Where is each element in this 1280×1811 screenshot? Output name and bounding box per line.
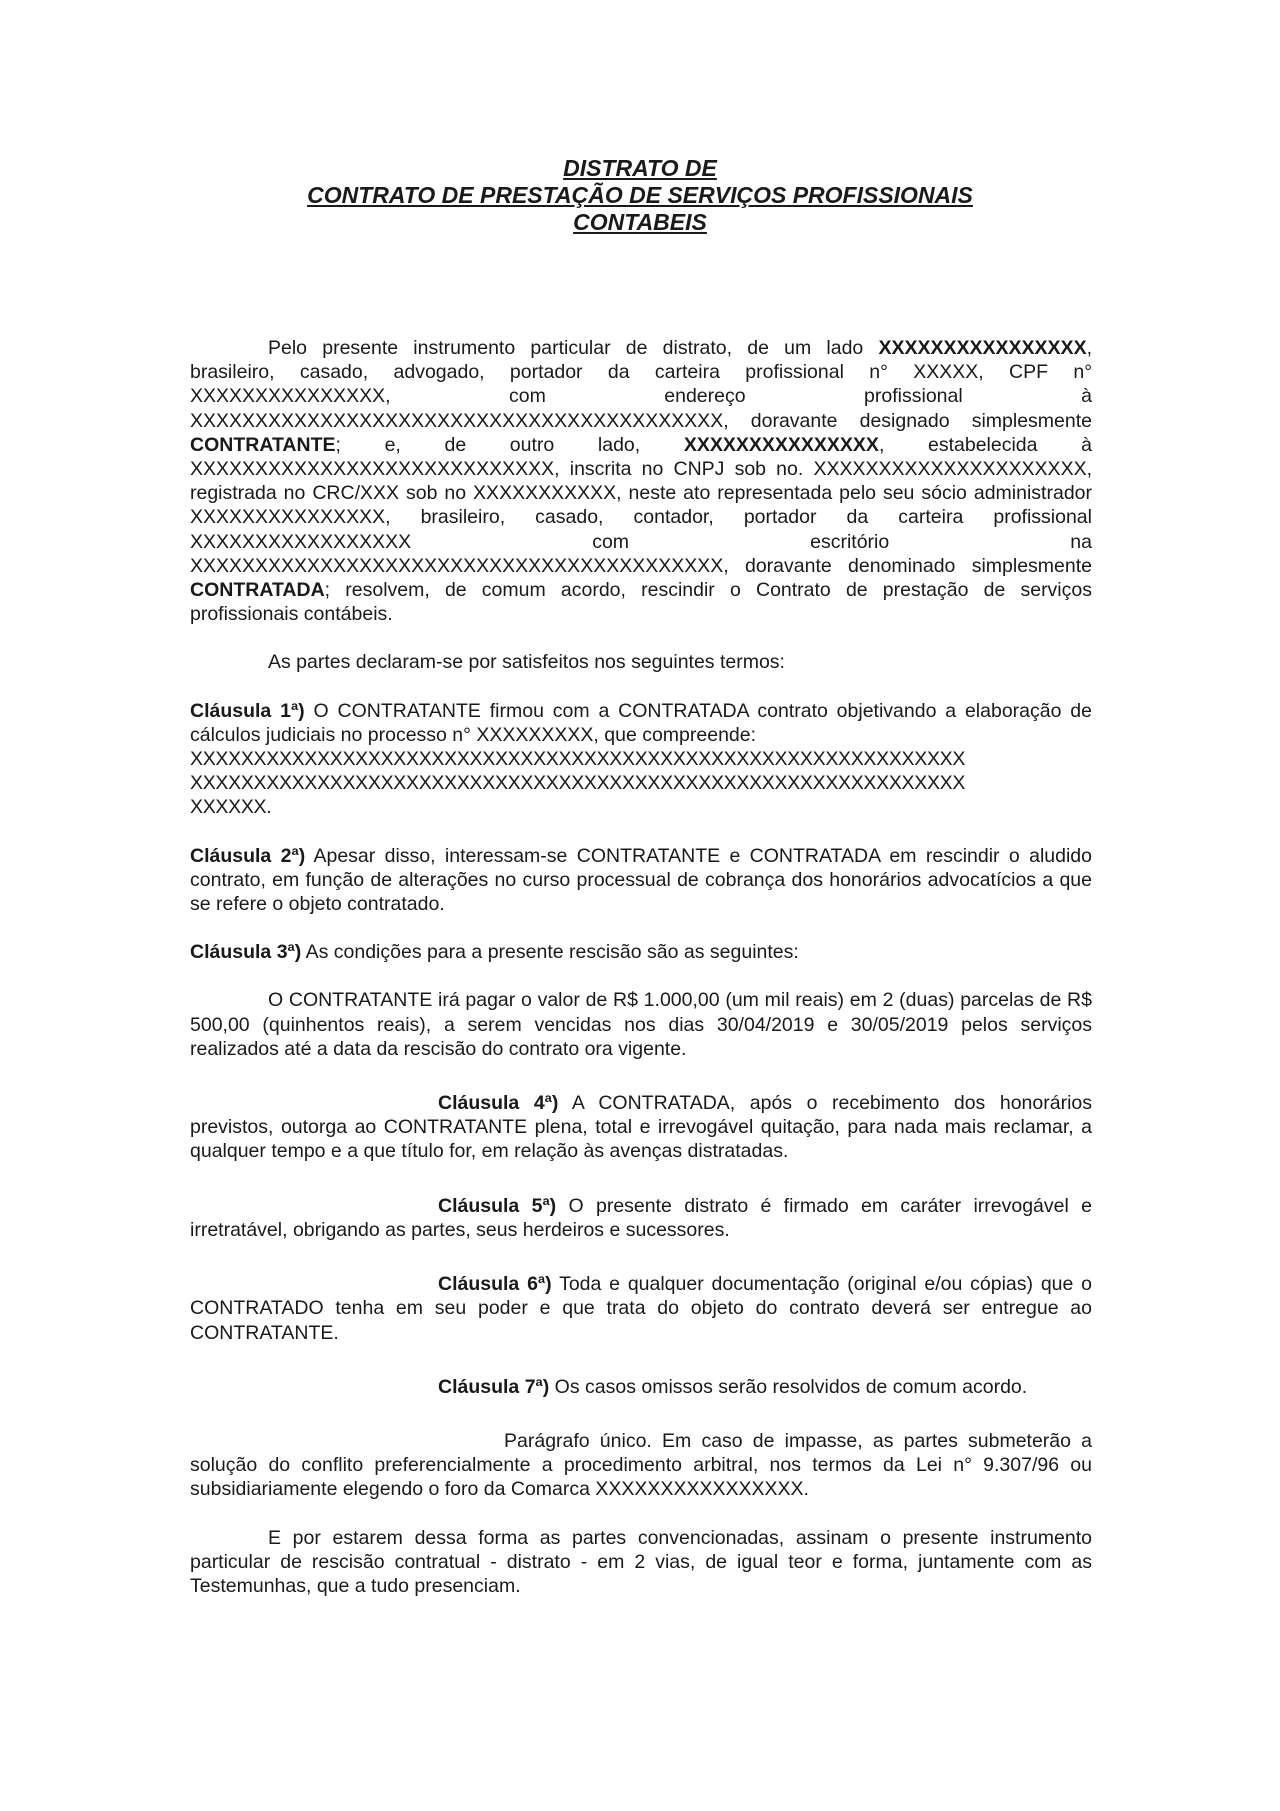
intro-text: Pelo presente instrumento particular de distrato, de um lado [268, 337, 879, 359]
clause-6-label: Cláusula 6ª) [438, 1273, 552, 1296]
clause-5-label: Cláusula 5ª) [438, 1194, 557, 1217]
clause-6-text: Toda e qualquer documentação (original e/ou cópias) que o CONTRATADO tenha em seu poder e que trata do objeto do contrato deverá ser entregue ao CONTRATANTE. [190, 1273, 1092, 1344]
clause-5 [190, 1194, 1092, 1242]
party-contratante-name: XXXXXXXXXXXXXXXX [878, 337, 1087, 359]
intro-paragraph [190, 336, 1092, 626]
title-line-1: DISTRATO DE [563, 155, 717, 181]
intro-text: ; resolvem, de comum acordo, rescindir o Contrato de prestação de serviços profissionais contábeis. [190, 579, 1092, 626]
intro-text: , estabelecida à XXXXXXXXXXXXXXXXXXXXXXXXXXXX, inscrita no CNPJ sob no. XXXXXXXXXXXXXXXXXXXXX, registrada no CRC/XXX sob no XXXXXXXXXXX, neste ato representada pelo seu sócio administrador XXXXXXXXXXXXXXX, brasileiro, casado, contador, portador da carteira profissional XXXXXXXXXXXXXXXXX com escritório na XXXXXXXXXXXXXXXXXXXXXXXXXXXXXXXXXXXXXXXXX, doravante denominado simplesmente [190, 433, 1092, 577]
clause-2-text: Apesar disso, interessam-se CONTRATANTE e CONTRATADA em rescindir o aludido contrato, em função de alterações no curso processual de cobrança dos honorários advocatícios a que se refere o objeto contratado. [190, 844, 1092, 916]
paragraph-unico: Parágrafo único. Em caso de impasse, as partes submeterão a solução do conflito preferencialmente a procedimento arbitral, nos termos da Lei n° 9.307/96 ou subsidiariamente elegendo o foro da Comarca XXXXXXXXXXXXXXXX. [190, 1429, 1092, 1501]
clause-3-label: Cláusula 3ª) [190, 941, 302, 964]
clause-6 [190, 1272, 1092, 1345]
clause-1-text: O CONTRATANTE firmou com a CONTRATADA contrato objetivando a elaboração de cálculos judiciais no processo n° XXXXXXXXX, que compreende: [190, 699, 1092, 746]
clause-4-text: A CONTRATADA, após o recebimento dos honorários previstos, outorga ao CONTRATANTE plena, total e irrevogável quitação, para nada mais reclamar, a qualquer tempo e a que título for, em relação às avenças distratadas. [190, 1092, 1092, 1163]
intro-text: ; e, de outro lado, [335, 433, 684, 456]
clause-4-label: Cláusula 4ª) [438, 1092, 559, 1115]
clause-1-label: Cláusula 1ª) [190, 699, 305, 722]
clause-3-text: As condições para a presente rescisão são as seguintes: [301, 941, 799, 964]
clause-5-text: O presente distrato é firmado em caráter irrevogável e irretratável, obrigando as partes, seus herdeiros e sucessores. [190, 1194, 1092, 1241]
document-title [0, 155, 1280, 236]
role-contratante: CONTRATANTE [190, 433, 336, 456]
clause-2 [190, 844, 1092, 917]
clause-4 [190, 1091, 1092, 1164]
clause-7 [190, 1375, 1092, 1399]
document-body [190, 336, 1092, 1598]
clause-7-label: Cláusula 7ª) [438, 1375, 550, 1398]
clause-2-label: Cláusula 2ª) [190, 844, 306, 867]
role-contratada: CONTRATADA [190, 579, 325, 602]
clause-3-conditions: O CONTRATANTE irá pagar o valor de R$ 1.000,00 (um mil reais) em 2 (duas) parcelas de R$ 500,00 (quinhentos reais), a serem vencidas nos dias 30/04/2019 e 30/05/2019 pelos serviços realizados até a data da rescisão do contrato ora vigente. [190, 989, 1092, 1060]
clause-1-placeholder-line: XXXXXXXXXXXXXXXXXXXXXXXXXXXXXXXXXXXXXXXXXXXXXXXXXXXXXXXXXXXXX [190, 772, 966, 795]
clause-1-placeholder-end: XXXXXX. [190, 796, 272, 819]
clause-1-placeholder-line: XXXXXXXXXXXXXXXXXXXXXXXXXXXXXXXXXXXXXXXXXXXXXXXXXXXXXXXXXXXXX [190, 748, 966, 771]
title-line-2: CONTRATO DE PRESTAÇÃO DE SERVIÇOS PROFISSIONAIS [307, 182, 973, 208]
clause-3 [190, 940, 1092, 964]
title-line-3: CONTABEIS [573, 209, 707, 235]
closing-paragraph: E por estarem dessa forma as partes convencionadas, assinam o presente instrumento particular de rescisão contratual - distrato - em 2 vias, de igual teor e forma, juntamente com as Testemunhas, que a tudo presenciam. [190, 1526, 1092, 1597]
terms-intro: As partes declaram-se por satisfeitos nos seguintes termos: [268, 651, 785, 674]
clause-7-text: Os casos omissos serão resolvidos de comum acordo. [549, 1375, 1028, 1398]
party-contratada-name: XXXXXXXXXXXXXXX [683, 433, 879, 456]
clause-1 [190, 699, 1092, 747]
intro-text: , brasileiro, casado, advogado, portador da carteira profissional n° XXXXX, CPF n° XXXXXXXXXXXXXXX, com endereço profissional à XXXXXXXXXXXXXXXXXXXXXXXXXXXXXXXXXXXXXXXXX, doravante designado simplesmente [190, 337, 1092, 432]
